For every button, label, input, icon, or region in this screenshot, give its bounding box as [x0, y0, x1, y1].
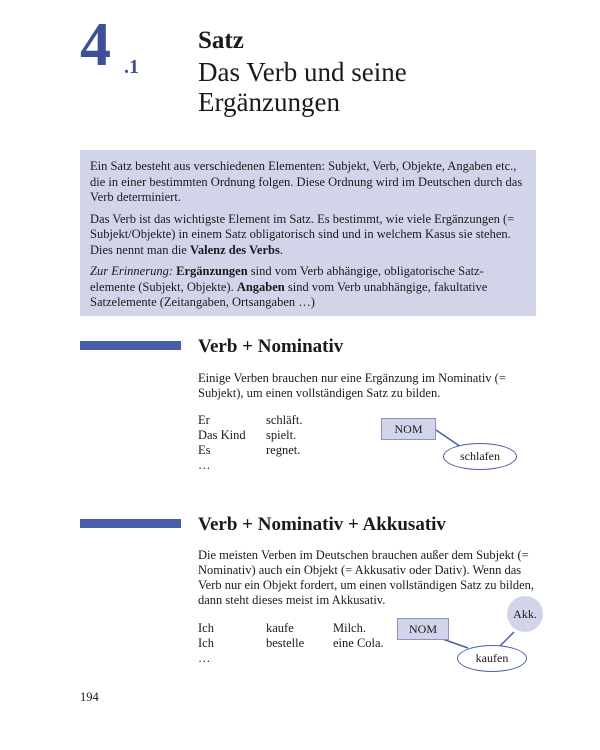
intro-p3-text2: sind vom Verb unabhängige, fakultative Satzelemente (Zeitangaben, Ortsangaben …): [90, 279, 488, 309]
connector-akk-kaufen: [500, 632, 514, 646]
example-2-verb: spielt.: [266, 428, 297, 442]
intro-p3-bold2: Angaben: [236, 279, 285, 294]
intro-p2-bold: Valenz des Verbs: [189, 242, 280, 257]
intro-p3-italic: Zur Erinnerung:: [90, 264, 173, 278]
example-4-subject: Ich: [198, 621, 214, 635]
chapter-title: Satz: [198, 27, 244, 54]
intro-p2-text: Das Verb ist das wichtigste Element im Satz. Es bestimmt, wie viele Ergänzungen (= Subjekt/Objekte) in einem Satz obligatorisch sind und in welchem Kasus sie stehen. Dies nennt man die: [90, 211, 515, 257]
example-3-verb: regnet.: [266, 443, 301, 457]
verb-oval-schlafen: schlafen: [443, 443, 517, 470]
intro-p3-text1: sind vom Verb abhängige, obligatorische Satz-elemente (Subjekt, Objekte).: [90, 264, 484, 294]
intro-paragraph-3: [90, 264, 528, 311]
section-1-bar: [80, 341, 181, 350]
example-ellipsis-2: …: [198, 651, 211, 665]
example-4-verb: kaufe: [266, 621, 294, 635]
connector-nom-schlafen: [436, 430, 461, 447]
section-2-bar: [80, 519, 181, 528]
section-2-text: Die meisten Verben im Deutschen brauchen außer dem Subjekt (= Nominativ) auch ein Objekt (= Akkusativ oder Dativ). Wenn das Verb nur ein Objekt fordert, um einen vollständigen Satz zu bilden, dann steht dieses meist im Akkusativ.: [198, 548, 535, 607]
chapter-subtitle-line1: Das Verb und seine: [198, 57, 407, 87]
example-5-subject: Ich: [198, 636, 214, 650]
section-2-heading: Verb + Nominativ + Akkusativ: [198, 514, 446, 535]
nom-box-2: NOM: [397, 618, 449, 640]
example-5-verb: bestelle: [266, 636, 305, 650]
chapter-number: 4: [80, 11, 111, 79]
chapter-subnumber: .1: [124, 56, 139, 78]
verb-oval-kaufen: kaufen: [457, 645, 527, 672]
intro-paragraph-1: Ein Satz besteht aus verschiedenen Elementen: Subjekt, Verb, Objekte, Angaben etc., die in einer bestimmten Ordnung folgen. Diese Ordnung wird im Deutschen durch das Verb determiniert.: [90, 159, 523, 204]
akk-circle: Akk.: [507, 596, 543, 632]
section-1-heading: Verb + Nominativ: [198, 336, 344, 357]
intro-box: [80, 150, 536, 316]
section-1-text: Einige Verben brauchen nur eine Ergänzung im Nominativ (= Subjekt), um einen vollständigen Satz zu bilden.: [198, 371, 506, 400]
intro-p2-end: .: [279, 242, 283, 257]
chapter-subtitle-line2: Ergänzungen: [198, 87, 340, 117]
example-4-object: Milch.: [333, 621, 366, 635]
example-2-subject: Das Kind: [198, 428, 246, 442]
intro-p3-bold1: Ergänzungen: [176, 264, 248, 278]
example-5-object: eine Cola.: [333, 636, 384, 650]
example-1-subject: Er: [198, 413, 210, 427]
example-3-subject: Es: [198, 443, 211, 457]
page-number: 194: [80, 690, 99, 704]
intro-paragraph-2: [90, 212, 528, 259]
example-ellipsis: …: [198, 458, 211, 472]
nom-box: NOM: [381, 418, 436, 440]
example-1-verb: schläft.: [266, 413, 303, 427]
